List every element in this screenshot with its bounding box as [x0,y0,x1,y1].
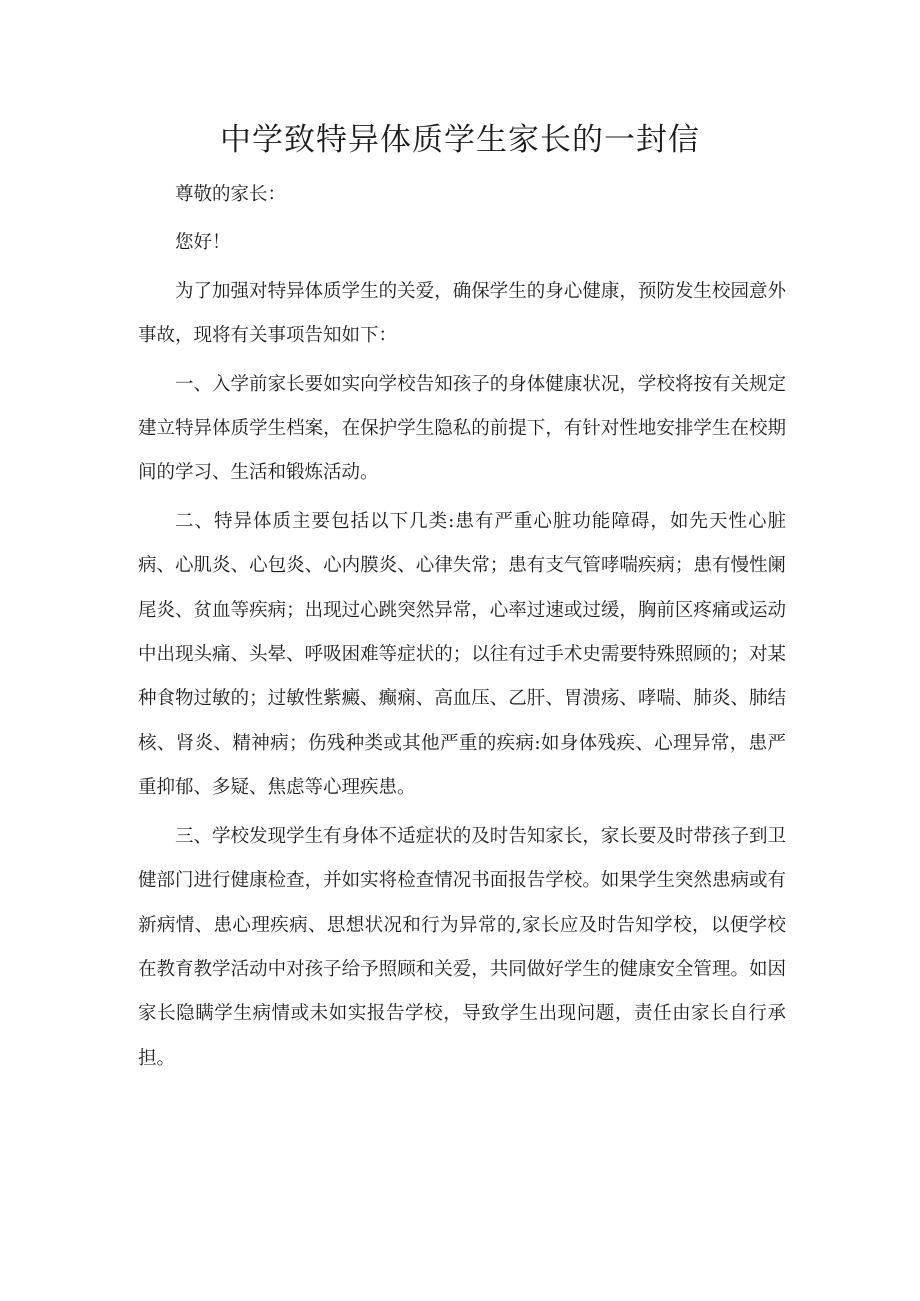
document-body [138,173,786,1081]
document-title: 中学致特异体质学生家长的一封信 [220,122,700,158]
greeting: 您好！ [175,232,231,254]
intro-paragraph: 为了加强对特异体质学生的关爱，确保学生的身心健康，预防发生校园意外事故，现将有关事项告知如下： [138,280,786,347]
item-two-paragraph: 二、特异体质主要包括以下几类:患有严重心脏功能障碍，如先天性心脏病、心肌炎、心包炎、心内膜炎、心律失常；患有支气管哮喘疾病；患有慢性阑尾炎、贫血等疾病；出现过心跳突然异常，心率过速或过缓，胸前区疼痛或运动中出现头痛、头晕、呼吸困难等症状的；以往有过手术史需要特殊照顾的；对某种食物过敏的；过敏性紫癜、癫痫、高血压、乙肝、胃溃疡、哮喘、肺炎、肺结核、肾炎、精神病；伤残种类或其他严重的疾病:如身体残疾、心理异常，患严重抑郁、多疑、焦虑等心理疾患。 [138,510,786,799]
item-three-paragraph: 三、学校发现学生有身体不适症状的及时告知家长，家长要及时带孩子到卫健部门进行健康检查，并如实将检查情况书面报告学校。如果学生突然患病或有新病情、患心理疾病、思想状况和行为异常的,家长应及时告知学校，以便学校在教育教学活动中对孩子给予照顾和关爱，共同做好学生的健康安全管理。如因家长隐瞒学生病情或未如实报告学校，导致学生出现问题，责任由家长自行承担。 [138,825,786,1069]
item-one-paragraph: 一、入学前家长要如实向学校告知孩子的身体健康状况，学校将按有关规定建立特异体质学生档案，在保护学生隐私的前提下，有针对性地安排学生在校期间的学习、生活和锻炼活动。 [138,373,786,484]
salutation: 尊敬的家长： [175,184,287,205]
